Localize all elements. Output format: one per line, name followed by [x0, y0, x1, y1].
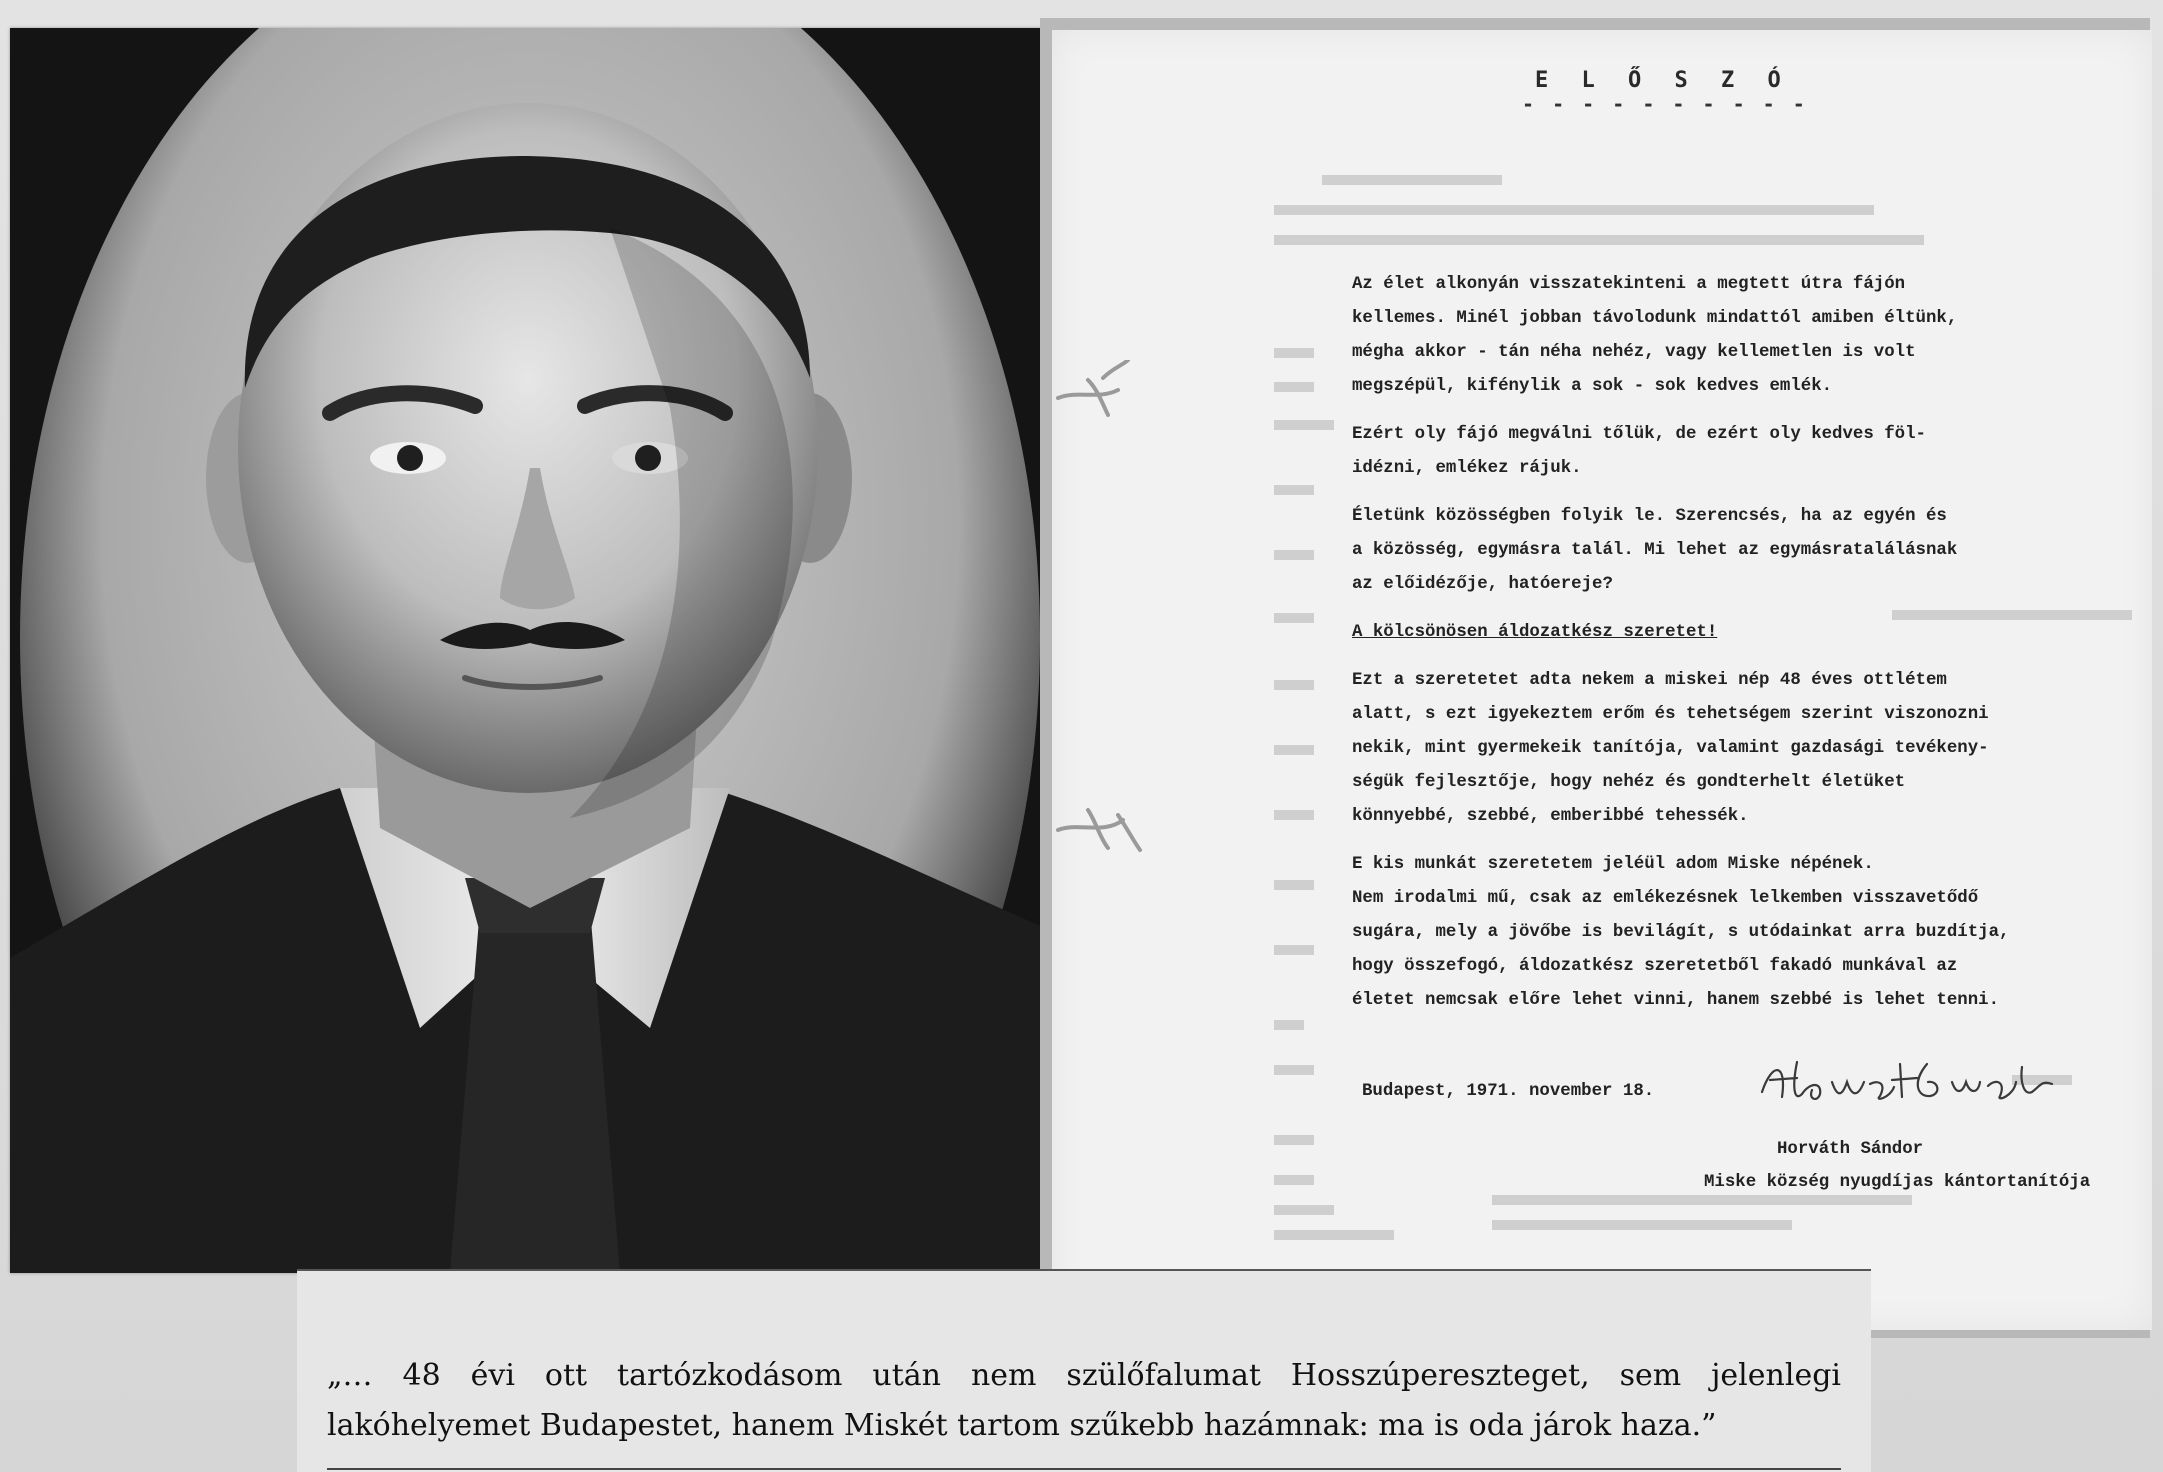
doc-line: életet nemcsak előre lehet vinni, hanem szebbé is lehet tenni. — [1352, 991, 2000, 1010]
doc-line: megszépül, kifénylik a sok - sok kedves emlék. — [1352, 377, 1833, 396]
doc-line: idézni, emlékez rájuk. — [1352, 459, 1582, 478]
doc-line: kellemes. Minél jobban távolodunk mindattól amiben éltünk, — [1352, 309, 1958, 328]
doc-emphasis-line: A kölcsönösen áldozatkész szeretet! — [1352, 623, 1718, 642]
doc-line: nekik, mint gyermekeik tanítója, valamint gazdasági tevékeny- — [1352, 739, 1989, 758]
typed-document — [1052, 30, 2152, 1330]
binding-strings — [1048, 360, 1158, 880]
doc-line: könnyebbé, szebbé, emberibbé tehessék. — [1352, 807, 1749, 826]
doc-line: mégha akkor - tán néha nehéz, vagy kellemetlen is volt — [1352, 343, 1916, 362]
doc-line: ségük fejlesztője, hogy nehéz és gondterhelt életüket — [1352, 773, 1906, 792]
document-place-date: Budapest, 1971. november 18. — [1362, 1082, 1655, 1101]
document-author-role: Miske község nyugdíjas kántortanítója — [1704, 1173, 2091, 1192]
doc-line: Az élet alkonyán visszatekinteni a megtett útra fájón — [1352, 275, 1906, 294]
handwritten-signature — [1752, 1052, 2062, 1122]
caption-quote-text: „… 48 évi ott tartózkodásom után nem szülőfalumat Hosszúpereszteget, sem jelenlegi lakóhelyemet Budapestet, hanem Miskét tartom szűkebb hazámnak: ma is oda járok haza.” — [327, 1358, 1841, 1443]
doc-line: hogy összefogó, áldozatkész szeretetből fakadó munkával az — [1352, 957, 1958, 976]
doc-line: Ezt a szeretetet adta nekem a miskei nép 48 éves ottlétem — [1352, 671, 1947, 690]
portrait-photo — [10, 28, 1045, 1273]
doc-line: E kis munkát szeretetem jeléül adom Miske népének. — [1352, 855, 1874, 874]
doc-line: alatt, s ezt igyekeztem erőm és tehetségem szerint viszonozni — [1352, 705, 1989, 724]
document-author-name: Horváth Sándor — [1777, 1140, 1924, 1159]
doc-line: sugára, mely a jövőbe is bevilágít, s utódainkat arra buzdítja, — [1352, 923, 2010, 942]
doc-line: Ezért oly fájó megválni tőlük, de ezért oly kedves föl- — [1352, 425, 1926, 444]
quote-caption — [297, 1269, 1871, 1472]
doc-line: a közösség, egymásra talál. Mi lehet az egymásratalálásnak — [1352, 541, 1958, 560]
doc-line: Életünk közösségben folyik le. Szerencsés, ha az egyén és — [1352, 507, 1947, 526]
doc-line: Nem irodalmi mű, csak az emlékezésnek lelkemben visszavetődő — [1352, 889, 1979, 908]
document-body — [1352, 268, 2142, 1018]
document-title-underline: - - - - - - - - - - — [1522, 92, 1808, 116]
portrait-illustration — [10, 28, 1045, 1273]
caption-bottom-rule — [327, 1468, 1841, 1470]
doc-line: az előidézője, hatóereje? — [1352, 575, 1613, 594]
document-title: E L Ő S Z Ó — [1535, 68, 1791, 93]
